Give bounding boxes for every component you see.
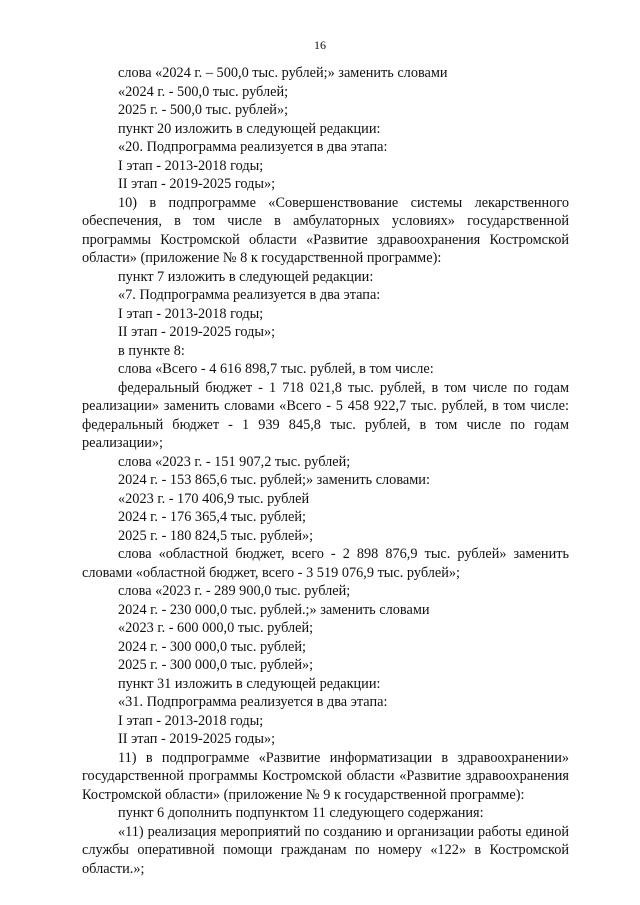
paragraph: I этап - 2013-2018 годы; [118,305,264,322]
paragraph: слова «2024 г. – 500,0 тыс. рублей;» заменить словами [118,65,448,81]
paragraph: слова «2023 г. - 151 907,2 тыс. рублей; [118,453,351,470]
paragraph: слова «областной бюджет, всего - 2 898 876,9 тыс. рублей» заменить словами «областной бюджет, всего - 3 519 076,9 тыс. рублей»; [82,546,569,581]
paragraph: пункт 6 дополнить подпунктом 11 следующего содержания: [118,805,484,821]
paragraph: 10) в подпрограмме «Совершенствование системы лекарственного обеспечения, в том числе в амбулаторных условиях» государственной программы Костромской области «Развитие здравоохранения Костромской области» (приложение № 8 к государственной программе): [82,194,569,266]
paragraph: «7. Подпрограмма реализуется в два этапа: [118,287,381,303]
paragraph: II этап - 2019-2025 годы»; [118,176,276,192]
paragraph: 11) в подпрограмме «Развитие информатизации в здравоохранении» государственной программы Костромской области «Развитие здравоохранения Костромской области» (приложение № 9 к государственной программе): [82,749,569,803]
paragraph: федеральный бюджет - 1 718 021,8 тыс. рублей, в том числе по годам реализации» заменить словами «Всего - 5 458 922,7 тыс. рублей, в том числе: федеральный бюджет - 1 939 845,8 тыс. рублей, в том числе по годам реализации»; [82,379,569,451]
paragraph: 2024 г. - 153 865,6 тыс. рублей;» заменить словами: [118,472,430,488]
paragraph: слова «Всего - 4 616 898,7 тыс. рублей, в том числе: [118,361,434,377]
paragraph: 2025 г. - 300 000,0 тыс. рублей»; [118,657,314,673]
paragraph: II этап - 2019-2025 годы»; [118,324,276,340]
paragraph: пункт 7 изложить в следующей редакции: [118,268,374,285]
paragraph: I этап - 2013-2018 годы; [118,712,264,729]
paragraph: «2023 г. - 170 406,9 тыс. рублей [118,490,310,507]
paragraph: 2024 г. - 300 000,0 тыс. рублей; [118,638,306,655]
paragraph: «11) реализация мероприятий по созданию и организации работы единой службы оперативной помощи гражданам по номеру «122» в Костромской области.»; [82,823,569,877]
paragraph: 2024 г. - 176 365,4 тыс. рублей; [118,509,306,525]
paragraph: в пункте 8: [118,342,185,359]
paragraph: «2023 г. - 600 000,0 тыс. рублей; [118,620,314,636]
paragraph: II этап - 2019-2025 годы»; [118,731,276,747]
paragraph: «20. Подпрограмма реализуется в два этапа: [118,139,388,155]
paragraph: 2025 г. - 180 824,5 тыс. рублей»; [118,527,314,544]
paragraph: I этап - 2013-2018 годы; [118,157,264,174]
paragraph: 2024 г. - 230 000,0 тыс. рублей.;» заменить словами [118,601,430,618]
paragraph: пункт 20 изложить в следующей редакции: [118,120,381,137]
paragraph: «31. Подпрограмма реализуется в два этапа: [118,694,388,710]
paragraph: пункт 31 изложить в следующей редакции: [118,675,381,692]
paragraph: слова «2023 г. - 289 900,0 тыс. рублей; [118,583,351,599]
document-body [82,64,569,878]
paragraph: «2024 г. - 500,0 тыс. рублей; [118,83,289,100]
page-number: 16 [314,38,326,52]
paragraph: 2025 г. - 500,0 тыс. рублей»; [118,102,289,118]
